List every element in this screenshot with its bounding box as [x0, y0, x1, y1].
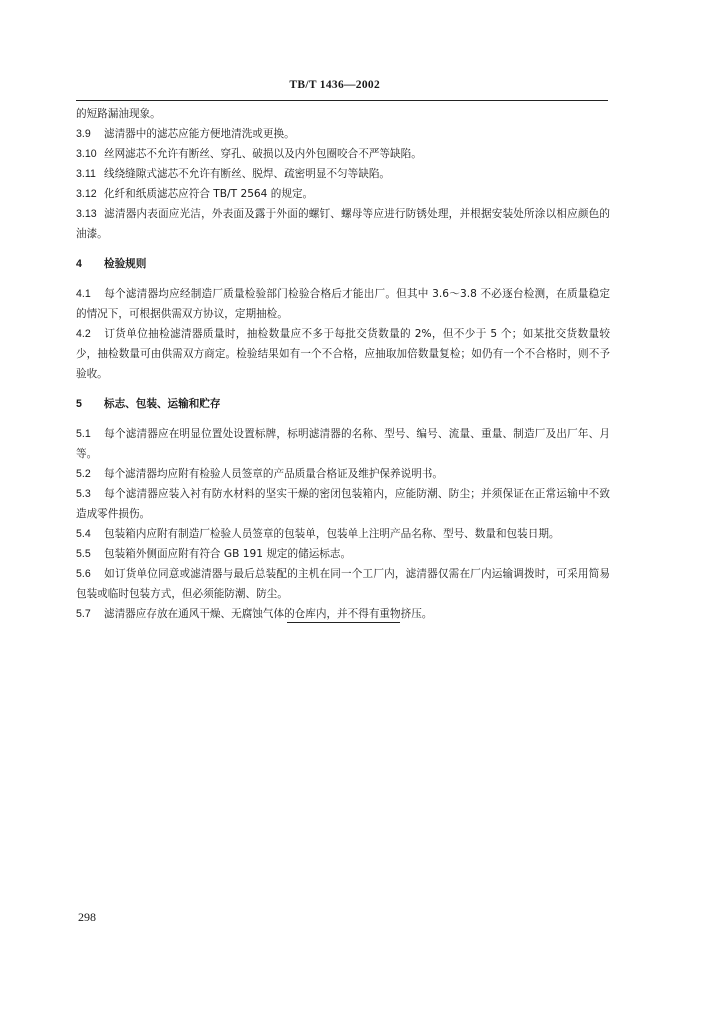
page-header: [76, 76, 608, 101]
clause-3-12: 3.12 化纤和纸质滤芯应符合 TB/T 2564 的规定。: [76, 188, 314, 200]
clause-4-2: 4.2 订货单位抽检滤清器质量时，抽检数量应不多于每批交货数量的 2%，但不少于 5 个；如某批交货数量较少，抽检数量可由供需双方商定。检验结果如有一个不合格，应抽取加倍数量复检；如仍有一个不合格时，则不予验收。: [76, 328, 610, 380]
clause-3-13: 3.13 滤清器内表面应光洁，外表面及露于外面的螺钉、螺母等应进行防锈处理，并根据安装处所涂以相应颜色的油漆。: [76, 208, 610, 240]
clause-5-3: 5.3 每个滤清器应装入衬有防水材料的坚实干燥的密闭包装箱内，应能防潮、防尘；并须保证在正常运输中不致造成零件损伤。: [76, 488, 610, 520]
section-heading-4: 4 检验规则: [76, 258, 147, 270]
clause-5-7: 5.7 滤清器应存放在通风干燥、无腐蚀气体的仓库内，并不得有重物挤压。: [76, 608, 433, 620]
clause-5-4: 5.4 包装箱内应附有制造厂检验人员签章的包装单，包装单上注明产品名称、型号、数量和包装日期。: [76, 528, 560, 540]
document-body: [76, 104, 610, 624]
clause-5-2: 5.2 每个滤清器均应附有检验人员签章的产品质量合格证及维护保养说明书。: [76, 468, 443, 480]
clause-3-9: 3.9 滤清器中的滤芯应能方便地清洗或更换。: [76, 128, 295, 140]
clause-5-6: 5.6 如订货单位同意或滤清器与最后总装配的主机在同一个工厂内，滤清器仅需在厂内运输调拨时，可采用简易包装或临时包装方式，但必须能防潮、防尘。: [76, 568, 610, 600]
section-heading-5: 5 标志、包装、运输和贮存: [76, 398, 221, 410]
clause-5-1: 5.1 每个滤清器应在明显位置处设置标牌，标明滤清器的名称、型号、编号、流量、重量、制造厂及出厂年、月等。: [76, 428, 610, 460]
clause-4-1: 4.1 每个滤清器均应经制造厂质量检验部门检验合格后才能出厂。但其中 3.6～3.8 不必逐台检测，在质量稳定的情况下，可根据供需双方协议，定期抽检。: [76, 288, 610, 320]
end-of-standard-rule: [287, 622, 400, 623]
clause-5-5: 5.5 包装箱外侧面应附有符合 GB 191 规定的储运标志。: [76, 548, 352, 560]
paragraph-continuation: 的短路漏油现象。: [76, 108, 161, 120]
clause-3-10: 3.10 丝网滤芯不允许有断丝、穿孔、破损以及内外包圈咬合不严等缺陷。: [76, 148, 422, 160]
clause-3-11: 3.11 线绕缝隙式滤芯不允许有断丝、脱焊、疏密明显不匀等缺陷。: [76, 168, 391, 180]
standard-code: TB/T 1436—2002: [289, 79, 380, 91]
page-number: 298: [78, 910, 96, 924]
